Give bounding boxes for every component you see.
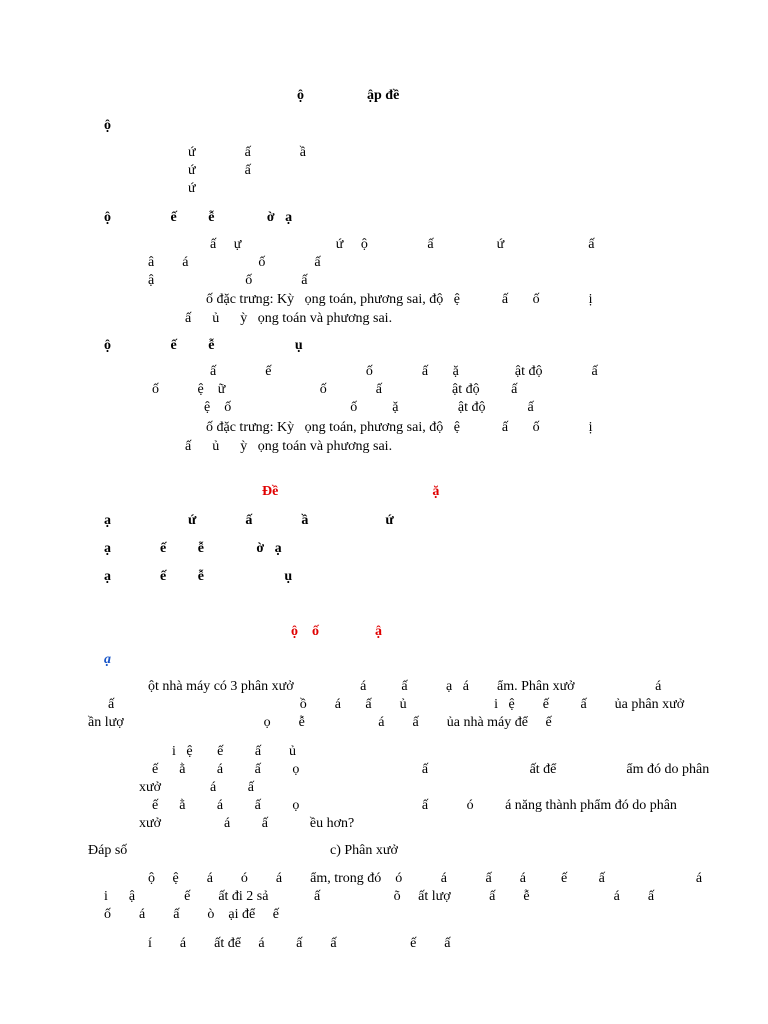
text-line: ấ ủ ỳ ọng toán và phương sai. (185, 439, 393, 454)
red-heading: ộ ố ậ (291, 624, 382, 639)
text-line: â á ố ấ (148, 255, 321, 270)
section-heading: ộ (104, 118, 111, 133)
text-line: xưở á ấ ều hơn? (139, 816, 355, 831)
doc-title: ộ ập đề (297, 88, 400, 103)
section-heading: ộ ế ễ ụ (104, 338, 303, 353)
text-line: ố ệ ữ ố ấ ật độ ấ (152, 382, 518, 397)
text-line: ần lượ ọ ễ á ấ ủa nhà máy để ế (88, 715, 552, 730)
topic-item: ạ ế ễ ụ (104, 569, 293, 584)
text-line: i ệ ế ấ ủ (172, 744, 297, 759)
answer-value: c) Phân xưở (330, 843, 398, 858)
text-line: ấ ế ố ấ ặ ật độ ấ (210, 364, 598, 379)
list-item: ứ (188, 181, 196, 196)
section-heading: ộ ế ễ ờ ạ (104, 210, 293, 225)
text-line: í á ất để á ấ ấ ế ấ (148, 936, 451, 951)
text-line: ấ ồ á ấ ủ i ệ ế ấ ủa phân xưở (108, 697, 685, 712)
topic-item: ạ ứ ấ ầ ứ (104, 513, 394, 528)
text-line: ột nhà máy có 3 phân xưở á ấ ạ á ẩm. Phân xưở á (148, 679, 662, 694)
text-line: ộ ệ á ó á ẩm, trong đó ó á ấ á ế ấ á (148, 871, 703, 886)
text-line: ế ằ á ấ ọ ấ ất để ẩm đó do phân (152, 762, 710, 777)
text-line: xưở á ấ (139, 780, 254, 795)
text-line: ậ ố ấ (148, 273, 308, 288)
text-line: ố đặc trưng: Kỳ ọng toán, phương sai, độ ệ ấ ố ị (206, 292, 593, 307)
blue-label: ạ (104, 652, 111, 667)
answer-label: Đáp số (88, 843, 128, 858)
text-line: ố á ấ ò ại để ế (104, 907, 279, 922)
text-line: ấ ủ ỳ ọng toán và phương sai. (185, 311, 393, 326)
text-line: ố đặc trưng: Kỳ ọng toán, phương sai, độ ệ ấ ố ị (206, 420, 593, 435)
text-line: ế ằ á ấ ọ ấ ó á năng thành phẩm đó do phân (152, 798, 677, 813)
list-item: ứ ấ (188, 163, 251, 178)
list-item: ứ ấ ầ (188, 145, 307, 160)
topic-item: ạ ế ễ ờ ạ (104, 541, 282, 556)
text-line: ấ ự ứ ộ ấ ứ ấ (210, 237, 595, 252)
red-heading: Đề ặ (262, 484, 440, 499)
text-line: i ậ ế ất đi 2 sả ấ õ ất lượ ấ ễ á ấ (104, 889, 655, 904)
text-line: ệ ố ố ặ ật độ ấ (204, 400, 534, 415)
